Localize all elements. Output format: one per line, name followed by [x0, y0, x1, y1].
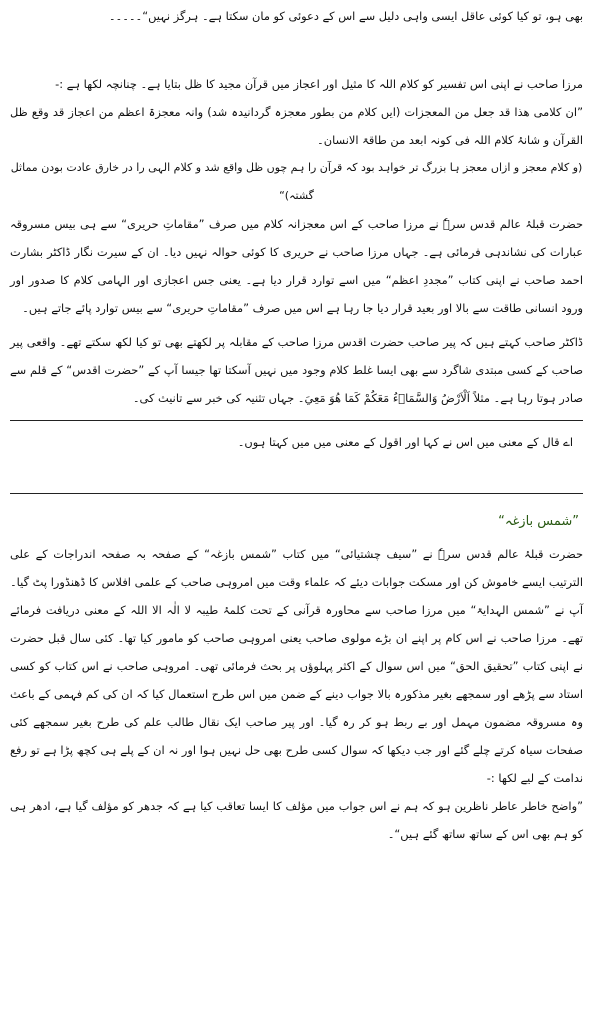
- divider-top: [10, 420, 583, 421]
- footnote: اے قال کے معنی میں اس نے کہا اور اقول کے معنی میں میں کہتا ہوں۔: [237, 435, 573, 449]
- divider-bottom: [10, 493, 583, 494]
- arabic-quote: ”ان کلامی ھذا قد جعل من المعجزات (ایں کلام من بطور معجزہ گردانیدہ شد) وانہ معجزۃ اعظم من اعجاز قد وقع ظل القرآن و شانۂ کلام اللہ فی کونہ ابعد من طاقۃ الانسان۔: [10, 105, 583, 147]
- intro-paragraph: مرزا صاحب نے اپنی اس تفسیر کو کلام اللہ کا مثیل اور اعجاز میں قرآن مجید کا ظل بتایا ہے۔ چنانچہ لکھا ہے :-: [55, 77, 583, 91]
- section-heading: ”شمس بازغہ“: [498, 514, 579, 529]
- spacer: [10, 455, 583, 485]
- persian-quote: (و کلام معجز و ازاں معجز ہا بزرگ تر خواہد بود کہ قرآن را ہم چوں ظل واقع شد و کلام الہی را در خارق عادت بودن مماثل گشتہ)“: [10, 161, 583, 202]
- paragraph-3: حضرت قبلۂ عالم قدس سرہٗ نے ”سیف چشتیائی“ میں کتاب ”شمس بازغہ“ کے صفحہ بہ صفحہ اندراجات کے علی الترتیب ایسے خاموش کن اور مسکت جوابات دیئے کہ علماء وقت میں امروہی صاحب کے علمی افلاس کا ڈھنڈورا پٹ گیا۔ آپ نے ”شمس الہدایۃ“ میں مرزا صاحب سے محاورہ قرآنی کے تحت کلمۂ طیبہ لا الٰہ الا اللہ کے معنی دریافت فرمائے تھے۔ مرزا صاحب نے اس کام پر اپنے ان بڑے مولوی صاحب یعنی امروہی صاحب کو مامور کیا تھا۔ کئی سال قبل حضرت نے اپنی کتاب ”تحقیق الحق“ میں اس سوال کے اکثر پہلوؤں پر بحث فرمائی تھی۔ امروہی صاحب نے اس کتاب کو کسی استاد سے پڑھے اور سمجھے بغیر مذکورہ بالا جواب دینے کے ضمن میں اس طرح استعمال کیا کہ ان کی کم فہمی کے باعث وہ مسروقہ مضمون مہمل اور بے ربط ہو کر رہ گیا۔ اور پیر صاحب ایک نقال طالب علم کی طرح بغیر سمجھے کئی صفحات سیاہ کرتے چلے گئے اور جب دیکھا کہ سوال کسی طرح بھی حل نہیں ہوا اور نہ ان کے پلے ہی کچھ پڑا ہے تو رفع ندامت کے لیے لکھا :-: [10, 547, 583, 785]
- paragraph-1: حضرت قبلۂ عالم قدس سرہٗ نے مرزا صاحب کے اس معجزانہ کلام میں صرف ”مقاماتِ حریری“ سے ہی بیس مسروقہ عبارات کی نشاندہی فرمائی ہے۔ جہاں مرزا صاحب نے حریری کا کوئی حوالہ نہیں دیا۔ ان کے سیرت نگار ڈاکٹر بشارت احمد صاحب نے اپنی کتاب ”مجددِ اعظم“ میں اسے توارد قرار دیا ہے۔ یعنی جس اعجازی اور الہامی کلام کا صدور اور ورود انسانی طاقت سے بالا اور بعید قرار دیا جا رہا ہے اس میں صرف ”مقاماتِ حریری“ سے بیس توارد پائے جاتے ہیں۔: [10, 217, 583, 315]
- paragraph-4: ”واضح خاطر عاطر ناظرین ہو کہ ہم نے اس جواب میں مؤلف کا ایسا تعاقب کیا ہے کہ جدھر کو مؤلف گیا ہے، ادھر ہی کو ہم بھی اس کے ساتھ ساتھ گئے ہیں“۔: [10, 799, 583, 841]
- paragraph-2: ڈاکٹر صاحب کہتے ہیں کہ پیر صاحب حضرت اقدس مرزا صاحب کے مقابلہ پر لکھتے بھی تو کیا لکھ سکتے تھے۔ واقعی پیر صاحب کے کسی مبتدی شاگرد سے بھی ایسا غلط کلام وجود میں نہیں آسکتا تھا جیسا آپ کے ”حضرت اقدس“ کے قلم سے صادر ہوتا رہا ہے۔ مثلاً اَلْاَرْضُ وَالسَّمَاۗءُ مَعَكُمْ كَمَا هُوَ مَعِيَ۔ جہاں تثنیہ کی خبر سے تانیث کی۔: [10, 335, 583, 405]
- spacer: [10, 30, 583, 70]
- continued-line: بھی ہو، تو کیا کوئی عاقل ایسی واہی دلیل سے اس کے دعوئی کو مان سکتا ہے۔ ہرگز نہیں“۔۔۔۔۔: [108, 9, 583, 23]
